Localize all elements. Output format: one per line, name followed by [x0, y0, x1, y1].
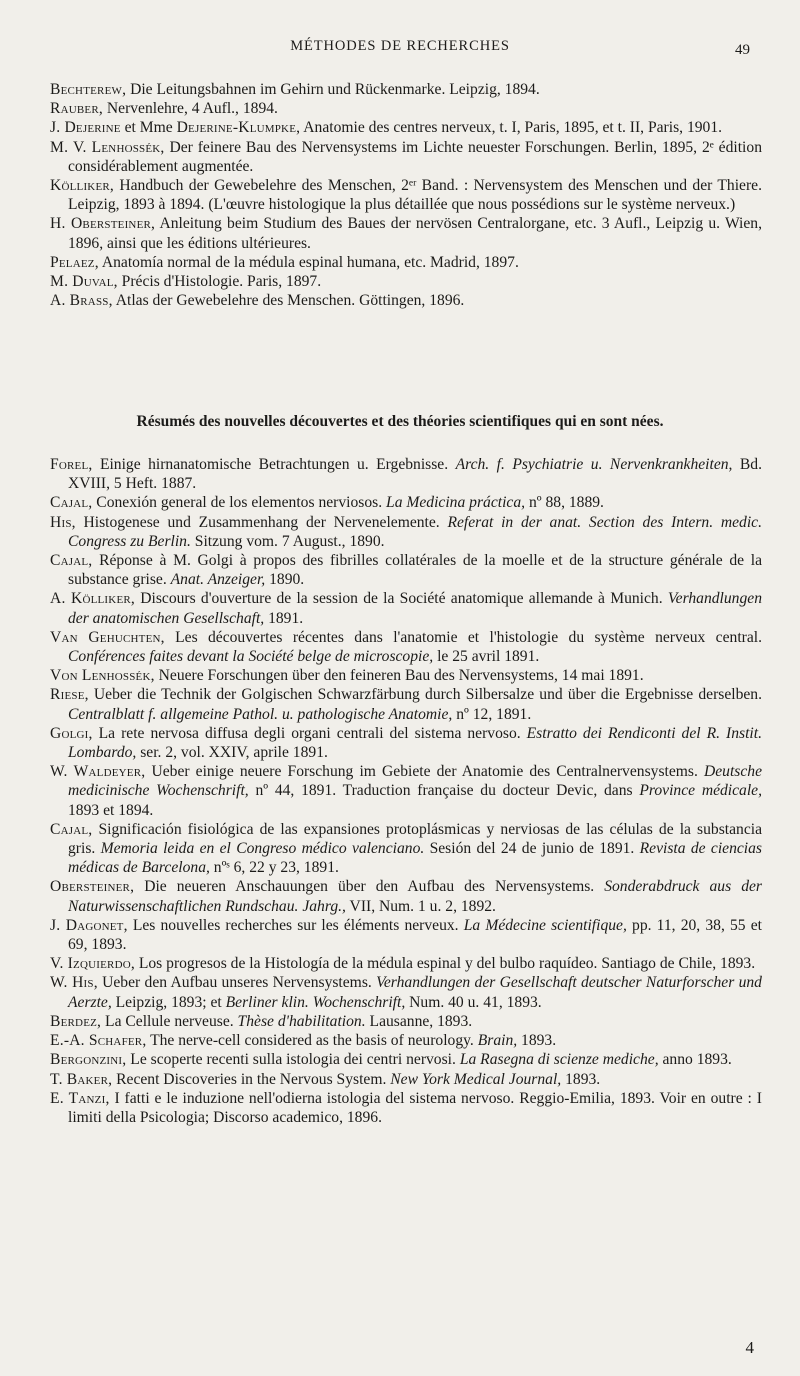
reference-entry: Pelaez, Anatomía normal de la médula espinal humana, etc. Madrid, 1897. — [50, 253, 519, 271]
reference-entry: T. Baker, Recent Discoveries in the Nervous System. New York Medical Journal, 1893. — [50, 1070, 601, 1088]
reference-entry: J. Dejerine et Mme Dejerine-Klumpke, Anatomie des centres nerveux, t. I, Paris, 1895, et t. II, Paris, 1901. — [50, 119, 723, 137]
reference-entry: Bechterew, Die Leitungsbahnen im Gehirn und Rückenmarke. Leipzig, 1894. — [50, 81, 540, 98]
section-heading: Résumés des nouvelles découvertes et des théories scientifiques qui en sont nées. — [136, 413, 664, 430]
reference-entry: M. V. Lenhossék, Der feinere Bau des Nervensystems im Lichte neuester Forschungen. Berlin, 1895, 2ᵉ édition considérablement augmentée. — [50, 138, 762, 175]
reference-entry: M. Duval, Précis d'Histologie. Paris, 1897. — [50, 273, 322, 291]
reference-entry: A. Kölliker, Discours d'ouverture de la session de la Société anatomique allemande à Munich. Verhandlungen der anatomischen Gesellschaft, 1891. — [50, 590, 762, 627]
reference-entry: Cajal, Réponse à M. Golgi à propos des fibrilles collatérales de la moelle et de la structure générale de la substance grise. Anat. Anzeiger, 1890. — [50, 552, 762, 589]
reference-entry: Von Lenhossék, Neuere Forschungen über den feineren Bau des Nervensystems, 14 mai 1891. — [50, 667, 644, 685]
page-number: 49 — [735, 42, 750, 58]
discovery-references — [50, 455, 762, 1127]
signature-mark: 4 — [745, 1338, 754, 1357]
reference-entry: Kölliker, Handbuch der Gewebelehre des Menschen, 2ᵉʳ Band. : Nervensystem des Menschen und der Thiere. Leipzig, 1893 à 1894. (L'œuvre histologique la plus détaillée que nous possédions sur le système nerveux.) — [50, 177, 762, 214]
reference-entry: Riese, Ueber die Technik der Golgischen Schwarzfärbung durch Silbersalze und über die Ergebnisse derselben. Centralblatt f. allgemeine Pathol. u. pathologische Anatomie, nº 12, 1891. — [50, 686, 762, 723]
reference-entry: Golgi, La rete nervosa diffusa degli organi centrali del sistema nervoso. Estratto dei Rendiconti del R. Instit. Lombardo, ser. 2, vol. XXIV, aprile 1891. — [50, 724, 762, 762]
reference-entry: W. His, Ueber den Aufbau unseres Nervensystems. Verhandlungen der Gesellschaft deutscher Naturforscher und Aerzte, Leipzig, 1893; et Berliner klin. Wochenschrift, Num. 40 u. 41, 1893. — [50, 974, 762, 1011]
reference-entry: W. Waldeyer, Ueber einige neuere Forschung im Gebiete der Anatomie des Centralnervensystems. Deutsche medicinische Wochenschrift, nº 44, 1891. Traduction française du docteur Devic, dans Province médicale, 1893 et 1894. — [50, 763, 762, 819]
reference-entry: E. Tanzi, I fatti e le induzione nell'odierna istologia del sistema nervoso. Reggio-Emilia, 1893. Voir en outre : I limiti della Psicologia; Discorso academico, 1896. — [50, 1089, 762, 1126]
reference-entry: His, Histogenese und Zusammenhang der Nervenelemente. Referat in der anat. Section des Intern. medic. Congress zu Berlin. Sitzung vom. 7 August., 1890. — [50, 513, 762, 550]
reference-entry: Obersteiner, Die neueren Anschauungen über den Aufbau des Nervensystems. Sonderabdruck aus der Naturwissenschaftlichen Rundschau. Jahrg., VII, Num. 1 u. 2, 1892. — [50, 878, 762, 915]
reference-entry: H. Obersteiner, Anleitung beim Studium des Baues der nervösen Centralorgane, etc. 3 Aufl., Leipzig u. Wien, 1896, ainsi que les éditions ultérieures. — [50, 215, 762, 252]
reference-entry: Berdez, La Cellule nerveuse. Thèse d'habilitation. Lausanne, 1893. — [50, 1012, 473, 1030]
running-title: MÉTHODES DE RECHERCHES — [290, 38, 510, 54]
reference-entry: Cajal, Conexión general de los elementos nerviosos. La Medicina práctica, nº 88, 1889. — [50, 494, 604, 512]
general-references — [50, 80, 762, 310]
reference-entry: Rauber, Nervenlehre, 4 Aufl., 1894. — [50, 100, 278, 118]
reference-entry: E.-A. Schafer, The nerve-cell considered as the basis of neurology. Brain, 1893. — [50, 1032, 557, 1050]
reference-entry: Van Gehuchten, Les découvertes récentes dans l'anatomie et l'histologie du système nerveux central. Conférences faites devant la Société belge de microscopie, le 25 avril 1891. — [50, 628, 762, 666]
reference-entry: Bergonzini, Le scoperte recenti sulla istologia dei centri nervosi. La Rasegna di scienze mediche, anno 1893. — [50, 1051, 732, 1069]
reference-entry: A. Brass, Atlas der Gewebelehre des Menschen. Göttingen, 1896. — [50, 292, 465, 310]
reference-entry: Forel, Einige hirnanatomische Betrachtungen u. Ergebnisse. Arch. f. Psychiatrie u. Nervenkrankheiten, Bd. XVIII, 5 Heft. 1887. — [50, 456, 762, 493]
reference-entry: V. Izquierdo, Los progresos de la Histología de la médula espinal y del bulbo raquídeo. Santiago de Chile, 1893. — [50, 955, 756, 973]
reference-entry: Cajal, Significación fisiológica de las expansiones protoplásmicas y nerviosas de las células de la substancia gris. Memoria leida en el Congreso médico valenciano. Sesión del 24 de junio de 1891. Revista de ciencias médicas de Barcelona, nºˢ 6, 22 y 23, 1891. — [50, 820, 762, 877]
reference-entry: J. Dagonet, Les nouvelles recherches sur les éléments nerveux. La Médecine scientifique, pp. 11, 20, 38, 55 et 69, 1893. — [50, 916, 762, 954]
